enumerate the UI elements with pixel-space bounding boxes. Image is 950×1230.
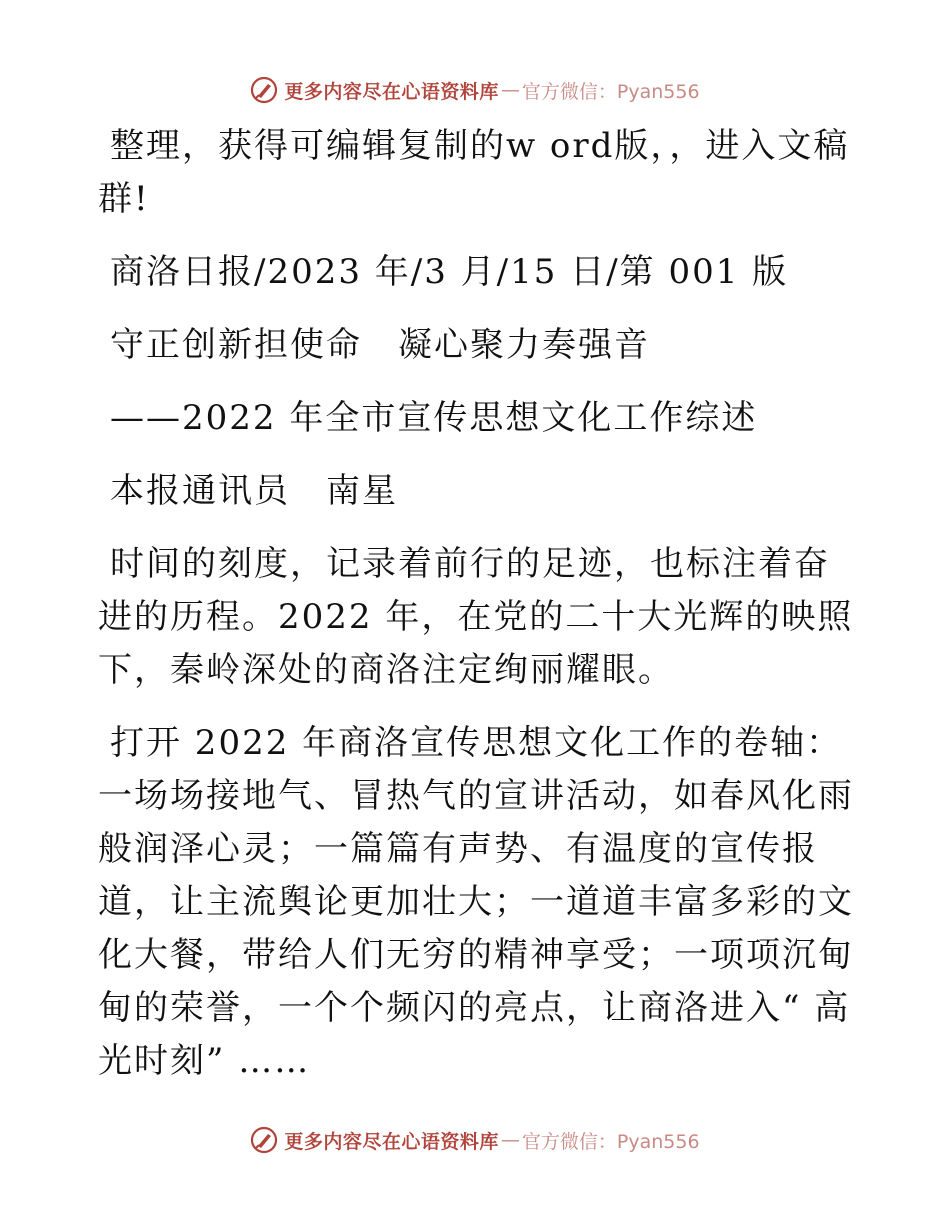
body-paragraph: 时间的刻度，记录着前行的足迹，也标注着奋进的历程。2022 年，在党的二十大光辉的映照下，秦岭深处的商洛注定绚丽耀眼。 [98,544,854,690]
body-paragraph: 打开 2022 年商洛宣传思想文化工作的卷轴：一场场接地气、冒热气的宣讲活动，如春风化雨般润泽心灵；一篇篇有声势、有温度的宣传报道，让主流舆论更加壮大；一道道丰富多彩的文化大餐，带给人们无穷的精神享受；一项项沉甸甸的荣誉，一个个频闪的亮点，让商洛进入“ 高光时刻” …… [98,723,854,1081]
watermark-dash: — [500,79,520,101]
watermark-wechat-text: 官方微信：Pyan556 [521,1130,700,1153]
intro-line: 整理，获得可编辑复制的w ord版，，进入文稿群! [98,126,850,219]
header-watermark [0,70,950,110]
watermark-brand-text: 更多内容尽在心语资料库 [284,1130,499,1153]
watermark-wechat-text: 官方微信：Pyan556 [521,80,700,103]
quill-pen-seal-icon [250,1126,278,1154]
quill-pen-seal-icon [250,76,278,104]
source-line: 商洛日报/2023 年/3 月/15 日/第 001 版 [110,252,789,292]
watermark-brand-text: 更多内容尽在心语资料库 [284,80,499,103]
article-subheadline: ——2022 年全市宣传思想文化工作综述 [110,398,758,438]
article-headline: 守正创新担使命 凝心聚力奏强音 [110,325,650,365]
author-line: 本报通讯员 南星 [110,471,398,511]
footer-watermark [0,1120,950,1160]
watermark-dash: — [500,1129,520,1151]
article-body [98,120,858,1088]
